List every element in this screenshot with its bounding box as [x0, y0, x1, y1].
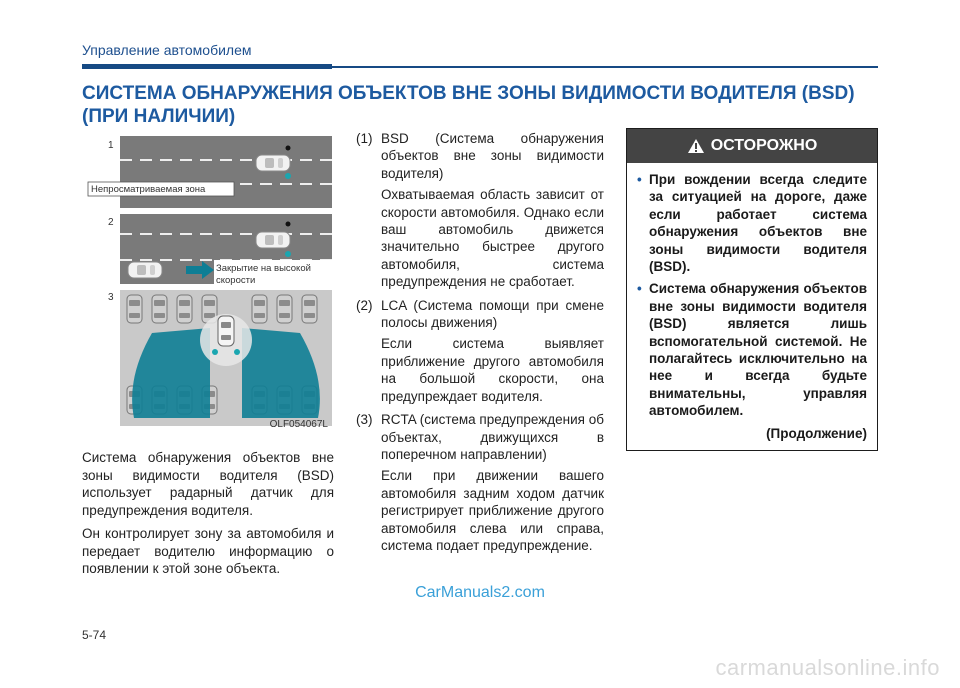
bsd-diagram [82, 128, 334, 434]
item-number: (3) [356, 412, 373, 428]
item-description: Если система выявляет приближение другого автомобиля на большой скорости, она предупреждает водителя. [381, 336, 604, 404]
figure-code: OLF054067L [269, 419, 328, 430]
bullet-dot-icon: • [637, 172, 642, 187]
footer-site-mark: carmanualsonline.info [715, 655, 940, 680]
closing-label-line-1: Закрытие на высокой [216, 263, 311, 274]
system-list [356, 130, 604, 560]
item-number: (1) [356, 131, 373, 146]
list-item [356, 130, 604, 291]
closing-label-line-2: скорости [216, 275, 256, 286]
header-rule-thin [332, 66, 878, 68]
intro-text [82, 449, 334, 584]
intro-paragraph-2: Он контролирует зону за автомобиля и передает водителю информацию о появлении к этой зоне объекта. [82, 526, 334, 576]
list-item [356, 411, 604, 554]
figure-label-3: 3 [108, 292, 114, 303]
host-car [218, 316, 234, 346]
warning-title: ОСТОРОЖНО [710, 137, 818, 154]
bsd-figure [82, 128, 334, 434]
intro-paragraph-1: Система обнаружения объектов вне зоны видимости водителя (BSD) использует радарный датчик для предупреждения водителя. [82, 450, 334, 518]
warning-bullet: • Система обнаружения объектов вне зоны видимости водителя (BSD) является лишь вспомогательной системой. Не полагайтесь исключительно на нее и всегда будьте внимательны, управляя автомобилем. [637, 281, 867, 419]
item-heading: RCTA (система предупреждения об объектах, движущихся в поперечном направлении) [381, 412, 604, 462]
warning-triangle-icon [687, 138, 705, 154]
item-number: (2) [356, 297, 373, 313]
item-heading: LCA (Система помощи при смене полосы движения) [381, 297, 604, 331]
figure-label-1: 1 [108, 140, 114, 151]
bullet-dot-icon: • [637, 281, 642, 297]
page-number: 5-74 [82, 628, 107, 642]
item-heading: BSD (Система обнаружения объектов вне зоны видимости водителя) [381, 131, 604, 181]
watermark-link[interactable]: CarManuals2.com [415, 584, 545, 601]
item-description: Если при движении вашего автомобиля задним ходом датчик регистрирует приближение другого автомобиля слева или справа, система подает предупреждение. [381, 468, 604, 553]
list-item [356, 297, 604, 405]
page-title [82, 82, 882, 128]
continued-label: (Продолжение) [766, 425, 867, 441]
warning-bullet: • При вождении всегда следите за ситуацией на дороге, даже если работает система обнаружения объектов вне зоны видимости водителя (BSD). [637, 172, 867, 275]
header-rule-dark [82, 64, 332, 69]
warning-header [627, 129, 877, 163]
warning-box [626, 128, 878, 451]
title-line-1: СИСТЕМА ОБНАРУЖЕНИЯ ОБЪЕКТОВ ВНЕ ЗОНЫ ВИДИМОСТИ ВОДИТЕЛЯ (BSD) [82, 83, 855, 104]
blind-zone-label: Непросматриваемая зона [91, 184, 206, 195]
title-line-2: (ПРИ НАЛИЧИИ) [82, 106, 236, 127]
road-panel-1 [120, 136, 332, 208]
item-description: Охватываемая область зависит от скорости автомобиля. Однако если ваш автомобиль движется значительно быстрее другого автомобиля, система предупреждения не сработает. [381, 187, 604, 290]
section-header: Управление автомобилем [82, 42, 252, 58]
figure-label-2: 2 [108, 217, 114, 228]
